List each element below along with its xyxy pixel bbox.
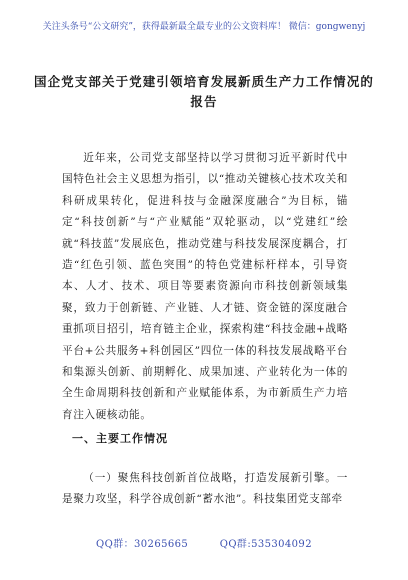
document-title: 国企党支部关于党建引领培育发展新质生产力工作情况的 [33, 74, 374, 89]
section-heading: 一、主要工作情况 [72, 432, 168, 445]
body-paragraph: （一）聚焦科技创新首位战略，打造发展新引擎。一是聚力攻坚，科学谷成创新“蓄水池”。科技集团党支部牵 [62, 472, 348, 506]
footer [0, 535, 408, 550]
body-paragraph: 近年来，公司党支部坚持以学习贯彻习近平新时代中国特色社会主义思想为指引，以“推动关键核心技术攻关和科研成果转化，促进科技与金融深度融合”为目标，锚定“科技创新”与“产业赋能”双轮驱动，以“党建红”绘就“科技蓝”发展底色，推动党建与科技发展深度耦合，打造“红色引领、蓝色突围”的特色党建标杆样本，引导资本、人才、技术、项目等要素资源向市科技创新领域集聚，致力于创新链、产业链、人才链、资金链的深度融合重抓项目招引，培育链主企业，探索构建“科技金融+战略平台+公共服务+科创园区”四位一体的科技发展战略平台和集源头创新、前期孵化、成果加速、产业转化为一体的全生命周期科技创新和产业赋能体系，为市新质生产力培育注入硬核动能。 [62, 152, 348, 421]
document-title-continuation: 报告 [190, 94, 218, 109]
promo-banner: 关注头条号“公文研究”，获得最新最全最专业的公文资料库！ 微信：gongwenyj [42, 22, 366, 32]
qq-group-2: QQ群:535304092 [219, 539, 312, 550]
qq-group-1: QQ群：30265665 [96, 539, 189, 550]
